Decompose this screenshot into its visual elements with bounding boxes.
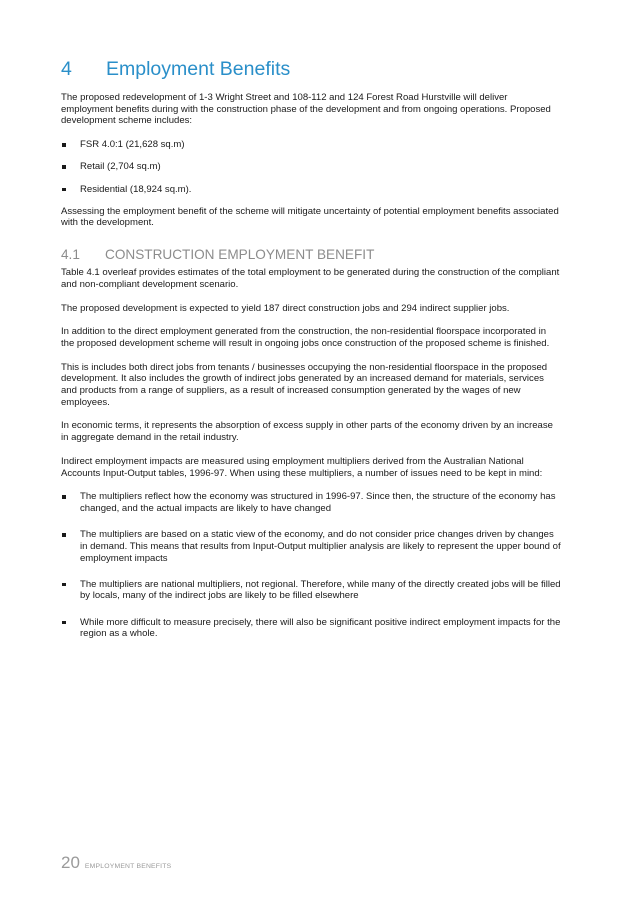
section-title: Employment Benefits xyxy=(106,58,291,80)
body-paragraph: The proposed development is expected to yield 187 direct construction jobs and 294 indirect supplier jobs. xyxy=(61,302,510,314)
intro-paragraph: The proposed redevelopment of 1-3 Wright Street and 108-112 and 124 Forest Road Hurstville will deliver employment benefits during with the construction phase of the development and from ongoing operations. Proposed development scheme includes: xyxy=(61,92,551,127)
scheme-list xyxy=(61,139,561,195)
body-paragraph: In economic terms, it represents the absorption of excess supply in other parts of the economy driven by an increase in aggregate demand in the retail industry. xyxy=(61,420,553,444)
bullet-icon xyxy=(62,188,66,192)
bullet-icon xyxy=(62,495,66,499)
page-number: 20 xyxy=(61,853,80,872)
body-paragraph: Indirect employment impacts are measured using employment multipliers derived from the Australian National Accounts Input-Output tables, 1996-97. When using these multipliers, a number of issues need to be kept in mind: xyxy=(61,455,543,479)
subsection-number: 4.1 xyxy=(61,247,80,263)
page-content xyxy=(61,58,561,655)
list-item: The multipliers reflect how the economy was structured in 1996-97. Since then, the structure of the economy has changed, and the actual impacts are likely to have changed xyxy=(61,491,561,514)
subsection-heading xyxy=(61,247,561,262)
bullet-icon xyxy=(62,621,66,625)
issues-list xyxy=(61,491,561,640)
list-item: FSR 4.0:1 (21,628 sq.m) xyxy=(61,139,561,151)
body-paragraph: Table 4.1 overleaf provides estimates of the total employment to be generated during the construction of the compliant and non-compliant development scenario. xyxy=(61,267,560,290)
page-footer xyxy=(61,853,171,873)
section-heading xyxy=(61,58,561,81)
assessment-paragraph: Assessing the employment benefit of the scheme will mitigate uncertainty of potential employment benefits associated with the development. xyxy=(61,205,559,229)
list-item: Retail (2,704 sq.m) xyxy=(61,161,561,173)
bullet-icon xyxy=(62,143,66,147)
list-item: Residential (18,924 sq.m). xyxy=(61,184,561,196)
bullet-icon xyxy=(62,165,66,169)
section-number: 4 xyxy=(61,58,72,80)
list-item: While more difficult to measure precisely, there will also be significant positive indirect employment impacts for the region as a whole. xyxy=(61,617,561,640)
running-title: EMPLOYMENT BENEFITS xyxy=(84,863,172,870)
body-paragraph: In addition to the direct employment generated from the construction, the non-residential floorspace incorporated in the proposed development scheme will result in ongoing jobs once construction of the proposed scheme is finished. xyxy=(61,326,550,349)
bullet-icon xyxy=(62,533,66,537)
list-item: The multipliers are based on a static view of the economy, and do not consider price changes driven by changes in demand. This means that results from Input-Output multiplier analysis are likely to represent the upper bound of employment impacts xyxy=(61,529,561,564)
subsection-title: CONSTRUCTION EMPLOYMENT BENEFIT xyxy=(105,247,375,263)
list-item: The multipliers are national multipliers, not regional. Therefore, while many of the directly created jobs will be filled by locals, many of the indirect jobs are likely to be filled elsewhere xyxy=(61,579,561,602)
bullet-icon xyxy=(62,583,66,587)
body-paragraph: This is includes both direct jobs from tenants / businesses occupying the non-residential floorspace in the proposed development. It also includes the growth of indirect jobs generated by an increased demand for materials, services and products from a range of suppliers, as a result of increased consumption generated by the wages of new employees. xyxy=(61,361,548,408)
